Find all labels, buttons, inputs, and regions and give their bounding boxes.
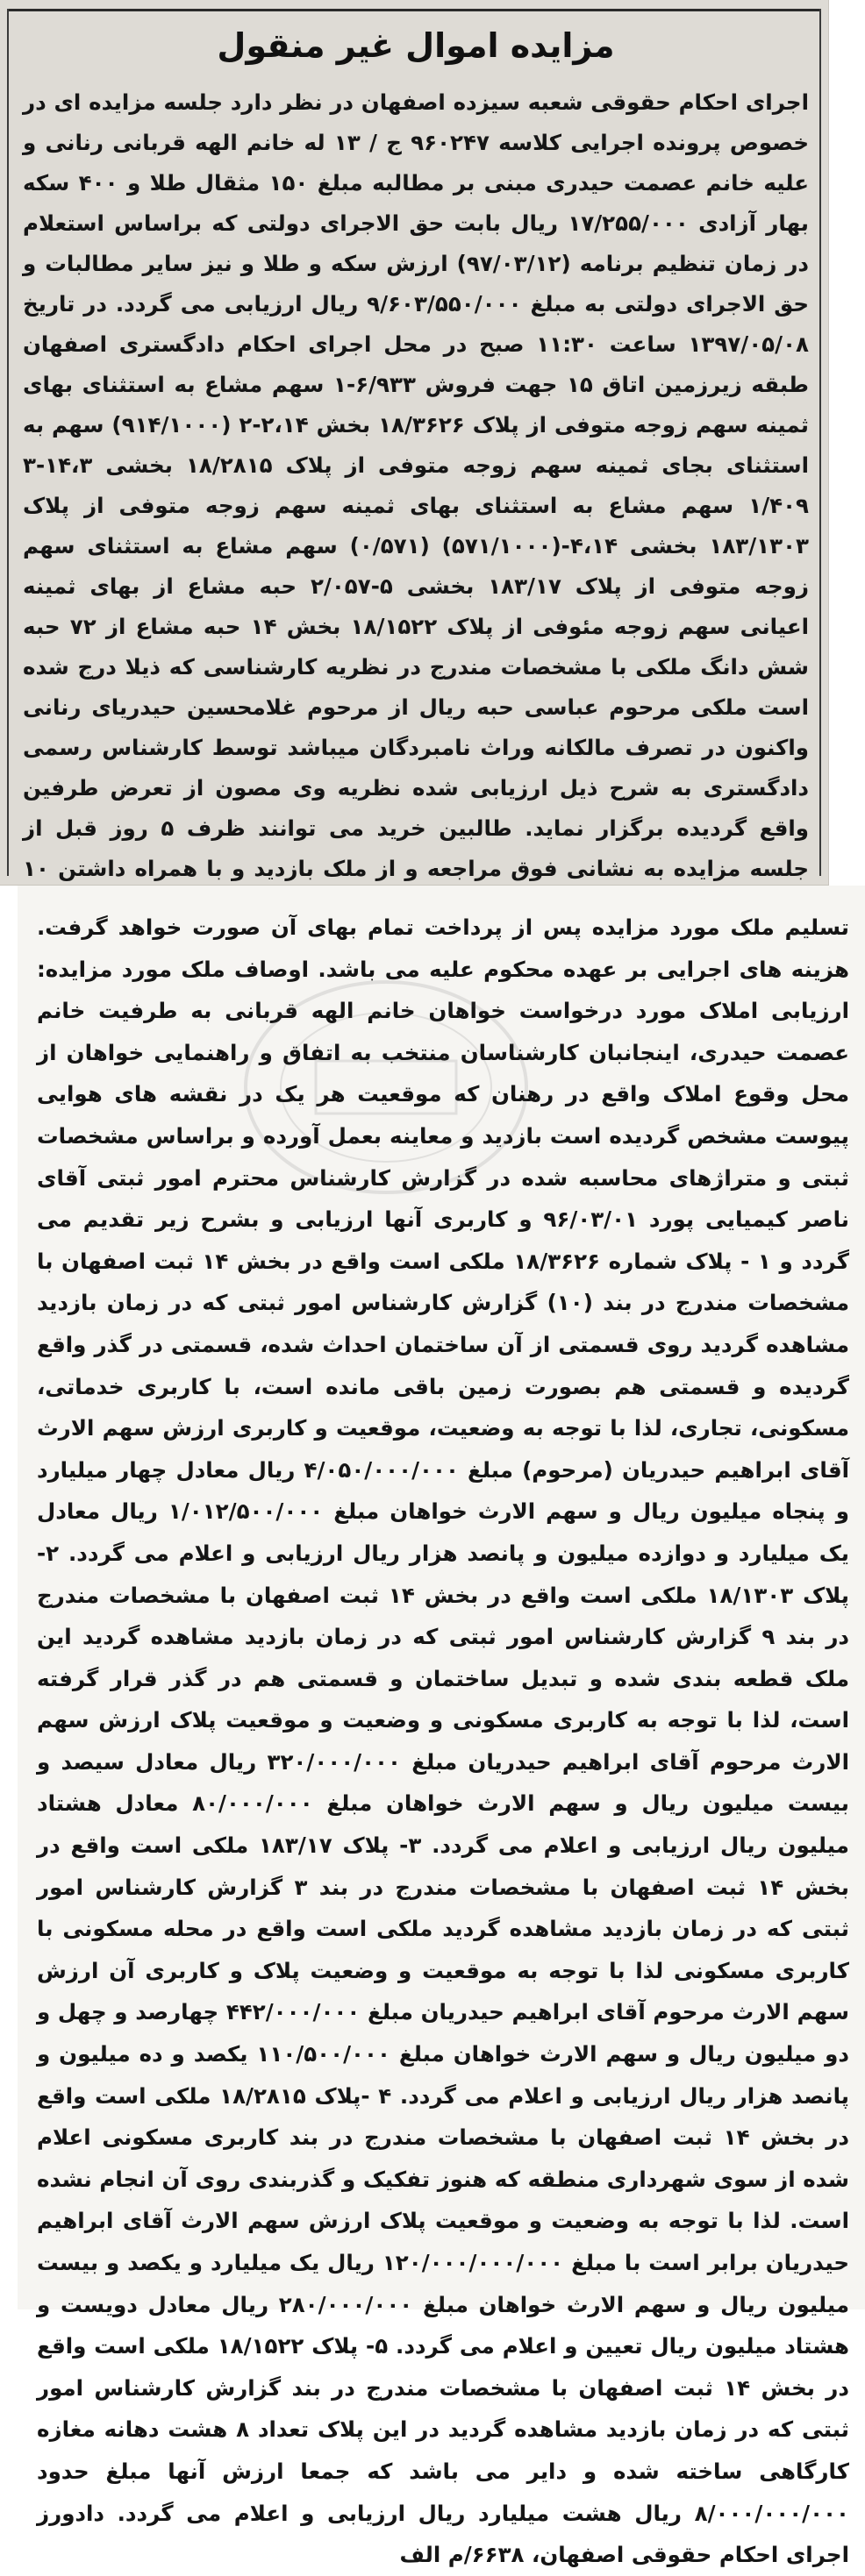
top-border-rule	[9, 9, 819, 11]
left-border-rule	[7, 9, 9, 876]
right-border-rule	[819, 9, 821, 876]
notice-body-part-2-text: تسلیم ملک مورد مزایده پس از پرداخت تمام بهای آن صورت خواهد گرفت. هزینه های اجرایی بر عهده محکوم علیه می باشد. اوصاف ملک مورد مزایده: ارزیابی املاک مورد درخواست خواهان خانم الهه قربانی به طرفیت خانم عصمت حیدری، اینجانبان کارشناسان منتخب به اتفاق و راهنمایی خواهان از محل وقوع املاک واقع در رهنان که موقعیت هر یک در نقشه های هوایی پیوست مشخص گردیده است بازدید و معاینه بعمل آورده و براساس مشخصات ثبتی و متراژهای محاسبه شده در گزارش کارشناس محترم امور ثبتی آقای ناصر کیمیایی پورد ۹۶/۰۳/۰۱ و کاربری آنها ارزیابی و بشرح زیر تقدیم می گردد و ۱ - پلاک شماره ۱۸/۳۶۲۶ ملکی است واقع در بخش ۱۴ ثبت اصفهان با مشخصات مندرج در بند (۱۰) گزارش کارشناس امور ثبتی که در زمان بازدید مشاهده گردید روی قسمتی از آن ساختمان احداث شده، قسمتی در گذر واقع گردیده و قسمتی هم بصورت زمین باقی مانده است، با کاربری خدماتی، مسکونی، تجاری، لذا با توجه به وضعیت، موقعیت و کاربری ارزش سهم الارث آقای ابراهیم حیدریان (مرحوم) مبلغ ۴/۰۵۰/۰۰۰/۰۰۰ ریال معادل چهار میلیارد و پنجاه میلیون ریال و سهم الارث خواهان مبلغ ۱/۰۱۲/۵۰۰/۰۰۰ ریال معادل یک میلیارد و دوازده میلیون و پانصد هزار ریال ارزیابی و اعلام می گردد. ۲- پلاک ۱۸/۱۳۰۳ ملکی است واقع در بخش ۱۴ ثبت اصفهان با مشخصات مندرج در بند ۹ گزارش کارشناس امور ثبتی که در زمان بازدید مشاهده گردید این ملک قطعه بندی شده و تبدیل ساختمان و قسمتی هم در گذر قرار گرفته است، لذا با توجه به کاربری مسکونی و وضعیت و موقعیت پلاک ارزش سهم الارث مرحوم آقای ابراهیم حیدریان مبلغ ۳۲۰/۰۰۰/۰۰۰ ریال معادل سیصد و بیست میلیون ریال و سهم الارث خواهان مبلغ ۸۰/۰۰۰/۰۰۰ معادل هشتاد میلیون ریال ارزیابی و اعلام می گردد. ۳- پلاک ۱۸۳/۱۷ ملکی است واقع در بخش ۱۴ ثبت اصفهان با مشخصات مندرج در بند ۳ گزارش کارشناس امور ثبتی که در زمان بازدید مشاهده گردید ملکی است واقع در محله مسکونی با کاربری مسکونی لذا با توجه به موقعیت و وضعیت پلاک و کاربری آن ارزش سهم الارث مرحوم آقای ابراهیم حیدریان مبلغ ۴۴۲/۰۰۰/۰۰۰ چهارصد و چهل و دو میلیون ریال و سهم الارث خواهان مبلغ ۱۱۰/۵۰۰/۰۰۰ یکصد و ده میلیون و پانصد هزار ریال ارزیابی و اعلام می گردد. ۴ -پلاک ۱۸/۲۸۱۵ ملکی است واقع در بخش ۱۴ ثبت اصفهان با مشخصات مندرج در بند کاربری مسکونی اعلام شده از سوی شهرداری منطقه که هنوز تفکیک و گذربندی روی آن انجام نشده است. لذا با توجه به وضعیت و موقعیت پلاک ارزش سهم الارث آقای ابراهیم حیدریان برابر است با مبلغ ۱۲۰/۰۰۰/۰۰۰/۰۰۰ ریال یک میلیارد و یکصد و بیست میلیون ریال و سهم الارث خواهان مبلغ ۲۸۰/۰۰۰/۰۰۰ ریال معادل دویست و هشتاد میلیون ریال تعیین و اعلام می گردد. ۵- پلاک ۱۸/۱۵۲۲ ملکی است واقع در بخش ۱۴ ثبت اصفهان با مشخصات مندرج در بند گزارش کارشناس امور ثبتی که در زمان بازدید مشاهده گردید در این پلاک تعداد ۸ هشت دهانه مغازه کارگاهی ساخته شده و دایر می باشد که جمعا ارزش آنها مبلغ حدود ۸/۰۰۰/۰۰۰/۰۰۰ ریال هشت میلیارد ریال ارزیابی و اعلام می گردد.	[37, 914, 850, 2526]
notice-clipping-part-1	[0, 0, 829, 886]
notice-title: مزایده اموال غیر منقول	[217, 26, 615, 65]
notice-signature: دادورز اجرای احکام حقوقی اصفهان، ۶۶۳۸/م الف	[37, 2500, 849, 2568]
notice-body-part-2	[37, 907, 849, 2576]
notice-body-part-1: اجرای احکام حقوقی شعبه سیزده اصفهان در نظر دارد جلسه مزایده ای در خصوص پرونده اجرایی کلاسه ۹۶۰۲۴۷ ج / ۱۳ له خانم الهه قربانی رنانی و علیه خانم عصمت حیدری مبنی بر مطالبه مبلغ ۱۵۰ مثقال طلا و ۴۰۰ سکه بهار آزادی ۱۷/۲۵۵/۰۰۰ ریال بابت حق الاجرای دولتی که براساس استعلام در زمان تنظیم برنامه (۹۷/۰۳/۱۲) ارزش سکه و طلا و نیز سایر مطالبات و حق الاجرای دولتی به مبلغ ۹/۶۰۳/۵۵۰/۰۰۰ ریال ارزیابی می گردد. در تاریخ ۱۳۹۷/۰۵/۰۸ ساعت ۱۱:۳۰ صبح در محل اجرای احکام دادگستری اصفهان طبقه زیرزمین اتاق ۱۵ جهت فروش ۶/۹۳۳-۱ سهم مشاع به استثنای بهای ثمینه سهم زوجه متوفی از پلاک ۱۸/۳۶۲۶ بخش ۲،۱۴-۲ (۹۱۴/۱۰۰۰) سهم به استثنای بجای ثمینه سهم زوجه متوفی از پلاک ۱۸/۲۸۱۵ بخشی ۱۴،۳-۳ ۱/۴۰۹ سهم مشاع به استثنای بهای ثمینه سهم زوجه متوفی از پلاک ۱۸۳/۱۳۰۳ بخشی ۴،۱۴-(۵۷۱/۱۰۰۰) (۰/۵۷۱) سهم مشاع به استثنای سهم زوجه متوفی از پلاک ۱۸۳/۱۷ بخشی ۵-۲/۰۵۷ حبه مشاع از بهای ثمینه اعیانی سهم زوجه مئوفی از پلاک ۱۸/۱۵۲۲ بخش ۱۴ حبه مشاع از ۷۲ حبه شش دانگ ملکی با مشخصات مندرج در نظریه کارشناسی که ذیلا درج شده است ملکی مرحوم عباسی حبه ریال از مرحوم غلامحسین حیدریای رنانی واکنون در تصرف مالکانه وراث نامبردگان میباشد توسط کارشناس رسمی دادگستری به شرح ذیل ارزیابی شده نظریه وی مصون از تعرض طرفین واقع گردیده برگزار نماید. طالبین خرید می توانند ظرف ۵ روز قبل از جلسه مزایده به نشانی فوق مراجعه و از ملک بازدید و با همراه داشتن ۱۰	[23, 89, 810, 881]
notice-clipping-part-2	[18, 886, 865, 2568]
